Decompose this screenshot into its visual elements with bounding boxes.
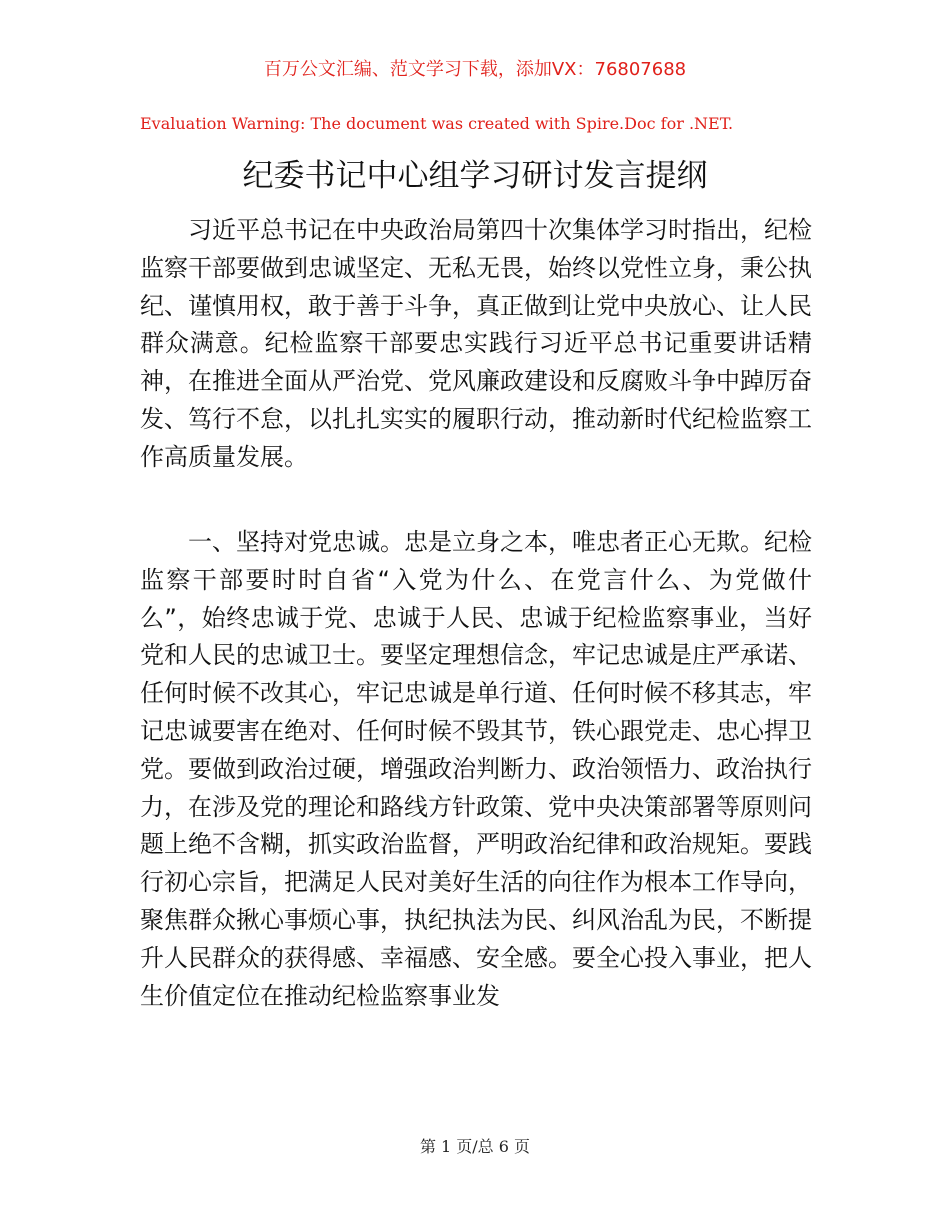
body-paragraph: 习近平总书记在中央政治局第四十次集体学习时指出，纪检监察干部要做到忠诚坚定、无私无畏，始终以党性立身，秉公执纪、谨慎用权，敢于善于斗争，真正做到让党中央放心、让人民群众满意。纪检监察干部要忠实践行习近平总书记重要讲话精神，在推进全面从严治党、党风廉政建设和反腐败斗争中踔厉奋发、笃行不怠，以扎扎实实的履职行动，推动新时代纪检监察工作高质量发展。 <box>140 216 812 471</box>
promo-banner: 百万公文汇编、范文学习下载，添加VX：76807688 <box>263 59 687 80</box>
evaluation-warning: Evaluation Warning: The document was created with Spire.Doc for .NET. <box>140 114 734 133</box>
page-number-footer: 第 1 页/总 6 页 <box>419 1137 531 1156</box>
document-title: 纪委书记中心组学习研讨发言提纲 <box>242 158 708 194</box>
body-paragraph: 一、坚持对党忠诚。忠是立身之本，唯忠者正心无欺。纪检监察干部要时时自省“入党为什么、在党言什么、为党做什么”，始终忠诚于党、忠诚于人民、忠诚于纪检监察事业，当好党和人民的忠诚卫士。要坚定理想信念，牢记忠诚是庄严承诺、任何时候不改其心，牢记忠诚是单行道、任何时候不移其志，牢记忠诚要害在绝对、任何时候不毁其节，铁心跟党走、忠心捍卫党。要做到政治过硬，增强政治判断力、政治领悟力、政治执行力，在涉及党的理论和路线方针政策、党中央决策部署等原则问题上绝不含糊，抓实政治监督，严明政治纪律和政治规矩。要践行初心宗旨，把满足人民对美好生活的向往作为根本工作导向，聚焦群众揪心事烦心事，执纪执法为民、纠风治乱为民，不断提升人民群众的获得感、幸福感、安全感。要全心投入事业，把人生价值定位在推动纪检监察事业发 <box>140 528 812 1010</box>
